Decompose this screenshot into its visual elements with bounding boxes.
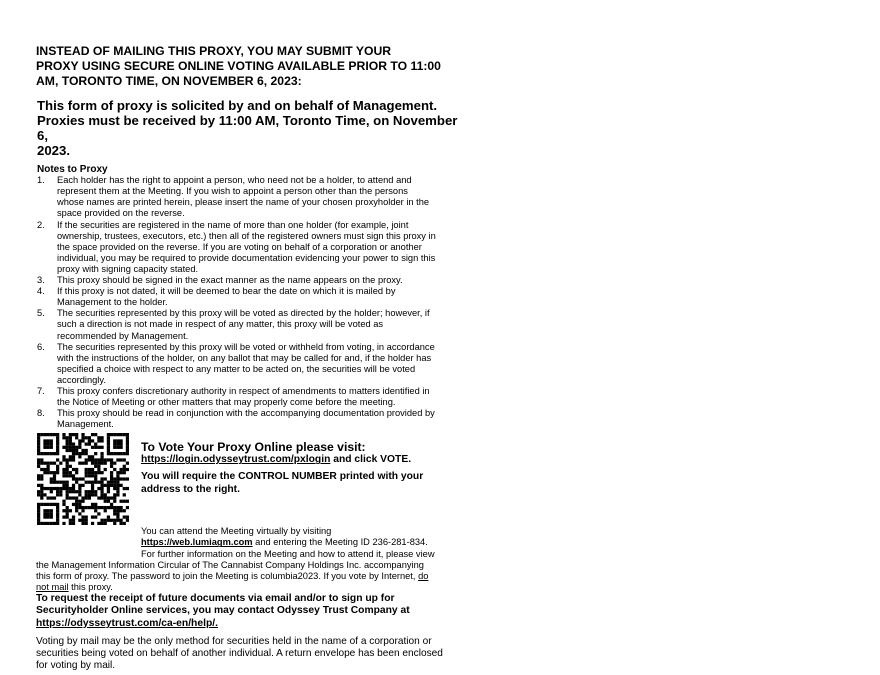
note-number: 4. — [37, 286, 45, 297]
note-line: individual, you may be required to provide documentation evidencing your power to sign this — [57, 252, 436, 263]
note-line: recommended by Management. — [57, 330, 189, 341]
note-item — [36, 308, 458, 341]
note-item — [36, 175, 458, 219]
lumiagm-link[interactable]: https://web.lumiagm.com — [141, 537, 253, 548]
note-line: such a direction is not made in respect of any matter, this proxy will be voted as — [57, 319, 384, 330]
attend-meeting-text: You can attend the Meeting virtually by visiting https://web.lumiagm.com and entering the Meeting ID 236-281-834. For further information on the Meeting and how to attend it, please view the Management Information Circular of The Cannabist Company Holdings Inc. accompanying this form of proxy. The password to join the Meeting is columbia2023. If you vote by Internet, do not mail this proxy. — [36, 526, 435, 592]
note-line: If the securities are registered in the name of more than one holder (for example, joint — [57, 219, 409, 230]
note-line: Management. — [57, 419, 114, 430]
note-line: the space provided on the reverse. If you are voting on behalf of a corporation or another — [57, 241, 422, 252]
note-item — [36, 408, 458, 430]
note-line: This proxy should be signed in the exact manner as the name appears on the proxy. — [57, 275, 403, 286]
note-line: ownership, trustees, executors, etc.) then all of the registered owners must sign this proxy in — [57, 230, 436, 241]
note-item — [36, 342, 458, 386]
note-number: 2. — [37, 219, 45, 230]
note-line: proxy with signing capacity stated. — [57, 263, 199, 274]
pxlogin-link[interactable]: https://login.odysseytrust.com/pxlogin — [141, 454, 331, 466]
note-line: If this proxy is not dated, it will be deemed to bear the date on which it is mailed by — [57, 286, 396, 297]
note-line: the Notice of Meeting or other matters that may properly come before the meeting. — [57, 397, 396, 408]
notes-title: Notes to Proxy — [37, 164, 108, 175]
note-item — [36, 220, 458, 275]
note-line: represent them at the Meeting. If you wish to appoint a person other than the persons — [57, 186, 408, 197]
note-number: 1. — [37, 175, 45, 186]
note-number: 8. — [37, 408, 45, 419]
note-number: 7. — [37, 385, 45, 396]
note-line: This proxy confers discretionary authority in respect of amendments to matters identified in — [57, 385, 430, 396]
vote-online-box — [141, 441, 461, 496]
note-line: Management to the holder. — [57, 297, 168, 308]
request-documents-note: To request the receipt of future documents via email and/or to sign up for Securityholder Online services, you may contact Odyssey Trust Company at https://odysseytrust.com/ca-en/help/. — [36, 592, 410, 629]
note-line: specified a choice with respect to any matter to be acted on, the securities will be voted — [57, 363, 416, 374]
vote-online-title: To Vote Your Proxy Online please visit: — [141, 440, 366, 455]
note-number: 6. — [37, 341, 45, 352]
note-number: 3. — [37, 275, 45, 286]
note-line: This proxy should be read in conjunction with the accompanying documentation provided by — [57, 408, 435, 419]
note-line: Each holder has the right to appoint a person, who need not be a holder, to attend and — [57, 175, 412, 186]
vote-online-url-line: https://login.odysseytrust.com/pxlogin and click VOTE. — [141, 454, 412, 466]
note-item — [36, 275, 458, 286]
solicitation-notice: This form of proxy is solicited by and on behalf of Management. Proxies must be received by 11:00 AM, Toronto Time, on November 6, 2023. — [37, 98, 458, 158]
control-number-note: You will require the CONTROL NUMBER printed with your address to the right. — [141, 471, 424, 495]
do-not-underline: do — [418, 570, 429, 581]
note-line: The securities represented by this proxy will be voted or withheld from voting, in accordance — [57, 341, 435, 352]
odyssey-help-link[interactable]: https://odysseytrust.com/ca-en/help/. — [36, 617, 218, 629]
note-line: The securities represented by this proxy will be voted as directed by the holder; however, if — [57, 308, 430, 319]
notes-list — [36, 175, 458, 430]
qr-code-icon[interactable] — [37, 433, 129, 525]
not-mail-underline: not mail — [36, 581, 69, 592]
note-line: with the instructions of the holder, on any ballot that may be called for and, if the holder has — [57, 352, 432, 363]
note-line: whose names are printed herein, please insert the name of your chosen proxyholder in the — [57, 197, 430, 208]
note-number: 5. — [37, 308, 45, 319]
note-item — [36, 286, 458, 308]
note-line: space provided on the reverse. — [57, 208, 185, 219]
online-voting-header: INSTEAD OF MAILING THIS PROXY, YOU MAY SUBMIT YOUR PROXY USING SECURE ONLINE VOTING AVAILABLE PRIOR TO 11:00 AM, TORONTO TIME, ON NOVEMBER 6, 2023: — [36, 44, 441, 88]
mail-voting-note: Voting by mail may be the only method for securities held in the name of a corporation or securities being voted on behalf of another individual. A return envelope has been enclosed for voting by mail. — [36, 636, 443, 671]
note-line: accordingly. — [57, 374, 106, 385]
vote-online-block — [36, 433, 458, 517]
note-item — [36, 386, 458, 408]
left-column — [36, 44, 458, 671]
